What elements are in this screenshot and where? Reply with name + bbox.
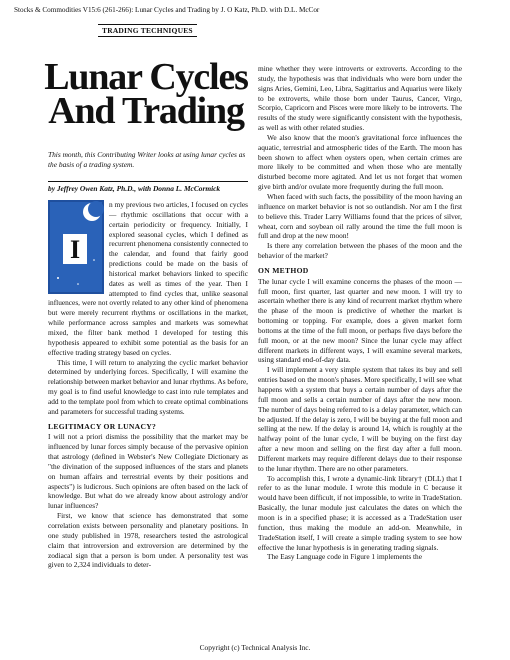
right-paragraph-7: To accomplish this, I wrote a dynamic-link library† (DLL) that I refer to as the lunar module. I wrote this module in C because it would have been difficult, if not impossible, to write in TradeStation. Basically, the lunar module just calculates the dates on which the moon is in a specified phase; it is accessed as a TradeStation user function, thus making the module an add-on. Meanwhile, in TradeStation itself, I will create a simple trading system to see how effective the lunar hypothesis is in generating trading signals. (258, 473, 462, 552)
right-paragraph-1: mine whether they were introverts or extroverts. According to the study, the hypothesis was that individuals who were born under the signs Aries, Gemini, Leo, Libra, Sagittarius and Aquarius were likely to be extroverts, while those born under Taurus, Cancer, Virgo, Scorpio, Capricorn and Pisces were more likely to be introverts. The results of the study were significantly consistent with the hypothesis, as well as with other related studies. (258, 64, 462, 133)
dropcap-moon-illustration (48, 200, 104, 294)
moon-icon (48, 200, 104, 294)
left-paragraph-1: n my previous two articles, I focused on cycles — rhythmic oscillations that occur with a certain periodicity or frequency. Initially, I explored seasonal cycles, which I defined as recurrent phenomena consistently connected to the calendar, and found that fairly good predictions could be made on the basis of historical market behaviors linked to specific dates as well as times of the year. Then I attempted to find cycles that, unlike seasonal influences, were not overtly related to any other kind of phenomena but were merely recurrent rhythms or oscillations in the market, while performance across samples and markets was somewhat mixed, the filter bank method I developed for testing this hypothesis appeared to exhibit some potential as the basis for an effective trading strategy based on cycles. (48, 200, 248, 357)
article-deck: This month, this Contributing Writer looks at using lunar cycles as the basis of a trading system. (48, 150, 246, 169)
heading-method: ON METHOD (258, 265, 309, 275)
page-header: Stocks & Commodities V15:6 (261-266): Lunar Cycles and Trading by J. O Katz, Ph.D. with D.L. McCor (14, 6, 320, 14)
right-paragraph-6: I will implement a very simple system that takes its buy and sell entries based on the moon's phases. More specifically, I will see what happens with a system that buys a certain number of days after the full moon and sells a certain number of days after the new moon. The number of days being referred to is a delay parameter, which can be adjusted. If the delay is zero, I will be buying at the full moon and selling at the new. If the delay is around 14, which is roughly at the halfway point of the lunar cycle, I will be buying on the first day after a new moon and selling on the first day after a full moon. Different markets may require different delays due to their response to the lunar rhythm. There are no other parameters. (258, 365, 462, 473)
dropcap-letter: I (69, 235, 81, 264)
page-footer: Copyright (c) Technical Analysis Inc. (199, 643, 311, 652)
right-paragraph-4: Is there any correlation between the phases of the moon and the behavior of the market? (258, 241, 462, 261)
left-paragraph-2: This time, I will return to analyzing the cyclic market behavior determined by underlying forces. Specifically, I will examine the relationship between market behavior and lunar rhythms. As before, my goal is to find useful knowledge to cast into rule templates and add to the template pool from which to create optimal combinations and parameters for successful trading systems. (48, 357, 248, 416)
heading-legitimacy: LEGITIMACY OR LUNACY? (48, 421, 157, 431)
left-column (48, 200, 248, 570)
section-tag: TRADING TECHNIQUES (98, 24, 197, 37)
left-paragraph-3: I will not a priori dismiss the possibility that the market may be influenced by lunar forces simply because of the pervasive opinion that astrology (defined in Webster's New Collegiate Dictionary as "the divination of the supposed influences of the stars and planets on human affairs and terrestrial events by their positions and aspects") is ludicrous. Such opinions are often based on the lack of knowledge. But what do we already know about astrology and/or lunar influences? (48, 432, 248, 511)
right-paragraph-3: When faced with such facts, the possibility of the moon having an influence on market behavior is not so outlandish. Nor am I the first to believe this. Trader Larry Williams found that the prices of silver, wheat, corn and soybean oil rally around the time the full moon is full and drop at the new moon! (258, 191, 462, 241)
right-paragraph-2: We also know that the moon's gravitational force influences the aquatic, terrestrial and atmospheric tides of the Earth. The moon has been shown to affect when oysters open, when certain crimes are more likely to be committed and when those who are mentally disturbed become more agitated. And let us not forget that women give birth and/or ovulate more frequently during the full moon. (258, 132, 462, 192)
byline: by Jeffrey Owen Katz, Ph.D., with Donna L. McCormick (48, 181, 248, 193)
right-paragraph-8: The Easy Language code in Figure 1 implements the (267, 552, 422, 562)
right-paragraph-5: The lunar cycle I will examine concerns the phases of the moon — full moon, first quarter, last quarter and new moon. I will try to ascertain whether there is any kind of recurrent market rhythm where the phase of the moon is predictive of whether the market is bottoming or topping. For example, does a given market form bottoms at the time of the full moon, or perhaps five days before the full moon, or at the new moon? Since the lunar cycle may affect different markets in different ways, I will examine several markets, using standard end-of-day data. (258, 276, 462, 365)
title-line-1: Lunar Cycles (44, 56, 248, 98)
title-line-2: And Trading (48, 90, 244, 132)
article-title (40, 56, 252, 132)
left-paragraph-4: First, we know that science has demonstrated that some correlation exists between personality and planetary positions. In one study published in 1978, researchers tested the astrological claim that introversion and extroversion are determined by the zodiacal sign that a person is born under. A personality test was given to 2,324 individuals to deter- (48, 511, 248, 570)
right-column (258, 64, 462, 562)
